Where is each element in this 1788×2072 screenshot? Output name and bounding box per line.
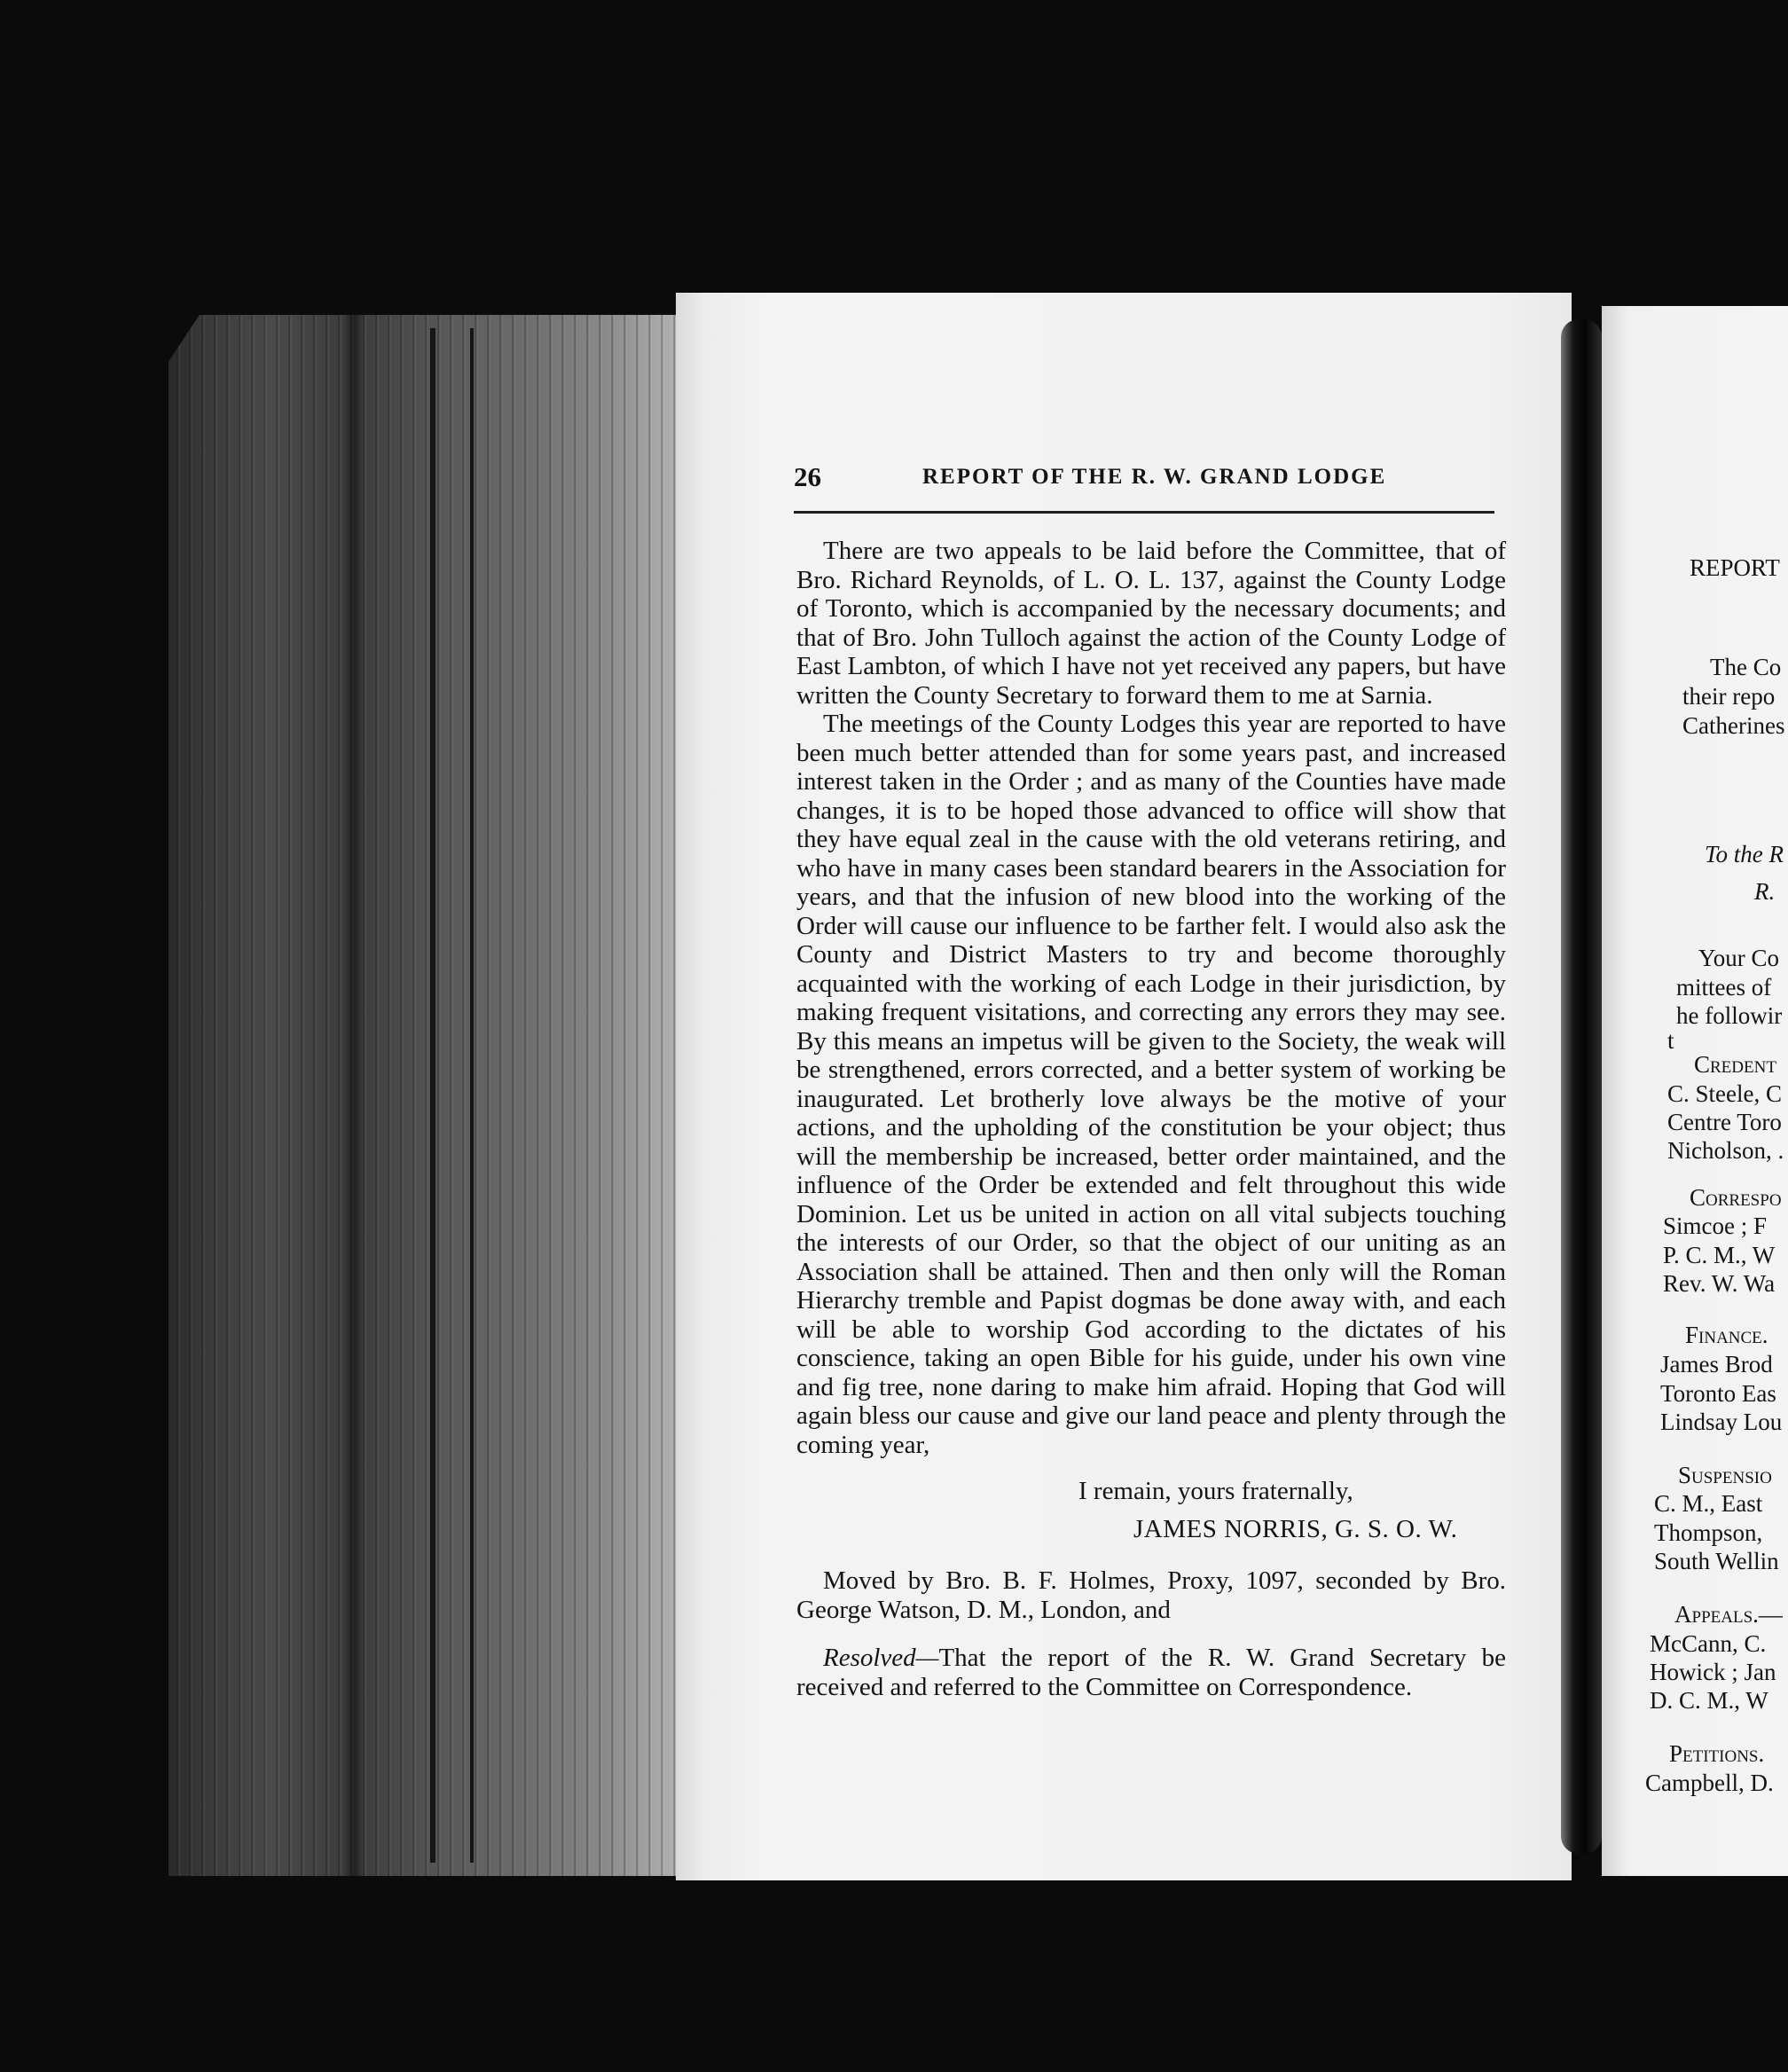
motion-paragraph: Moved by Bro. B. F. Holmes, Proxy, 1097, seconded by Bro. George Watson, D. M., London, and [796,1566,1506,1624]
facing-line: mittees of [1676,974,1772,1001]
facing-line: their repo [1682,683,1776,710]
facing-line: James Brod [1660,1351,1773,1377]
facing-line: Thompson, [1654,1519,1763,1546]
page-edge-shadow [470,328,474,1863]
facing-line: The Co [1710,654,1782,680]
facing-line: Suspensio [1678,1462,1772,1488]
facing-line: Rev. W. Wa [1663,1270,1776,1297]
facing-line: R. [1754,878,1776,905]
facing-line: Nicholson, . [1667,1137,1784,1164]
facing-line: D. C. M., W [1650,1687,1768,1714]
facing-line: Credent [1694,1051,1776,1078]
facing-line: Toronto Eas [1660,1380,1776,1407]
header-rule [794,511,1494,514]
resolution-paragraph [796,1644,1506,1701]
body-text [796,537,1506,1701]
book-page-edges [169,315,683,1876]
book-gutter [1561,319,1602,1854]
facing-line: McCann, C. [1650,1630,1767,1657]
facing-line: Your Co [1698,945,1780,971]
paragraph: There are two appeals to be laid before the Committee, that of Bro. Richard Reynolds, of L. O. L. 137, against the County Lodge of Toronto, which is accompanied by the necessary documents; and that of Bro. John Tulloch against the action of the County Lodge of East Lambton, of which I have not yet received any papers, but have written the County Secretary to forward them to me at Sarnia. [796,537,1506,710]
facing-line: Campbell, D. [1645,1770,1774,1796]
running-head [794,461,1494,497]
facing-line: To the R [1705,841,1784,867]
page-edge-shadow [430,328,435,1863]
signature: JAMES NORRIS, G. S. O. W. [1133,1514,1458,1543]
facing-line: Centre Toro [1667,1109,1782,1135]
facing-line: he followir [1676,1002,1783,1029]
facing-line: Catherines [1682,712,1785,739]
running-title: REPORT OF THE R. W. GRAND LODGE [922,465,1387,489]
facing-line: Finance. [1685,1322,1768,1348]
facing-line: Howick ; Jan [1650,1659,1776,1685]
facing-line: Lindsay Lou [1660,1409,1783,1435]
paragraph: The meetings of the County Lodges this year are reported to have been much better attended than for some years past, and increased interest taken in the Order ; and as many of the Counties have made changes, it is to be hoped those advanced to office will show that they have equal zeal in the cause with the old veterans retiring, and who have in many cases been standard bearers in the Association for years, and that the infusion of new blood into the working of the Order will cause our influence to be farther felt. I would also ask the County and District Masters to try and become thoroughly acquainted with the working of each Lodge in their jurisdiction, by making frequent visitations, and correcting any errors they may see. By this means an impetus will be given to the Society, the weak will be strengthened, errors corrected, and a better system of working be inaugurated. Let brotherly love always be the motive of your actions, and the upholding of the constitution be your object; thus will the membership be increased, better order maintained, and the influence of the Order be extended and felt throughout this wide Dominion. Let us be united in action on all vital subjects touching the interests of our Order, so that the object of our uniting as an Association shall be attained. Then and then only will the Roman Hierarchy tremble and Papist dogmas be done away with, and each will be able to worship God according to the dictates of his conscience, taking an open Bible for his guide, under his own vine and fig tree, none daring to make him afraid. Hoping that God will again bless our cause and give our land peace and plenty through the coming year, [796,710,1506,1459]
facing-line: Appeals.— [1674,1601,1783,1628]
resolved-label: Resolved— [823,1644,939,1672]
facing-line: t [1667,1027,1674,1054]
facing-line: Correspo [1690,1184,1782,1211]
facing-line: P. C. M., W [1663,1242,1776,1268]
facing-line: Petitions. [1669,1740,1765,1767]
resolution-text: That the report of the R. W. Grand Secretary be received and referred to the Committee on Correspondence. [796,1644,1506,1701]
closing-line: I remain, yours fraternally, [1078,1477,1353,1505]
facing-line: C. Steele, C [1667,1080,1782,1107]
page-number: 26 [794,461,821,492]
facing-line: Simcoe ; F [1663,1213,1768,1239]
facing-line: South Wellin [1654,1548,1779,1574]
facing-line: REPORT [1690,554,1780,581]
facing-line: C. M., East [1654,1490,1763,1517]
